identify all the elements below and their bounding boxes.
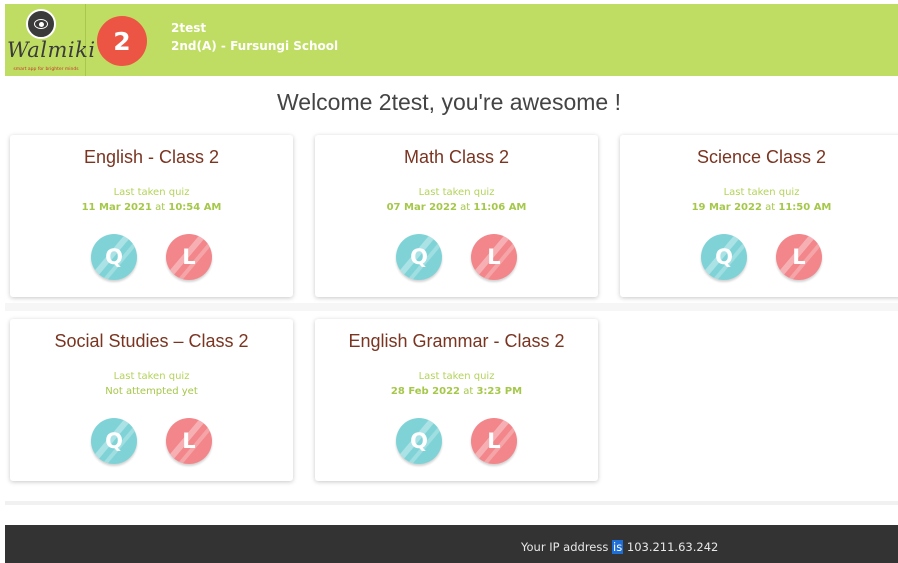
- last-taken-date: 07 Mar 2022 at 11:06 AM: [386, 202, 527, 213]
- last-taken-date: 11 Mar 2021 at 10:54 AM: [81, 202, 222, 213]
- welcome-heading: Welcome 2test, you're awesome !: [276, 89, 621, 115]
- learn-button[interactable]: L: [776, 234, 822, 280]
- ip-address-text: Your IP address is 103.211.63.242: [521, 540, 719, 554]
- last-taken-date: 28 Feb 2022 at 3:23 PM: [390, 386, 523, 397]
- top-header: [5, 4, 898, 76]
- footer: [5, 525, 898, 563]
- user-name: 2test: [171, 21, 207, 35]
- subject-card-science[interactable]: [620, 135, 898, 297]
- subject-card-math[interactable]: [315, 135, 598, 297]
- subject-title: Social Studies – Class 2: [54, 331, 249, 351]
- last-taken-label: Last taken quiz: [418, 187, 495, 198]
- grade-badge: 2: [97, 16, 147, 66]
- learn-button[interactable]: L: [166, 234, 212, 280]
- quiz-button[interactable]: Q: [91, 418, 137, 464]
- quiz-button[interactable]: Q: [396, 234, 442, 280]
- subject-card-social-studies[interactable]: [10, 319, 293, 481]
- walmiki-logo-icon: [26, 9, 56, 39]
- subject-title: English Grammar - Class 2: [348, 331, 565, 351]
- subject-title: Science Class 2: [696, 147, 827, 167]
- last-taken-label: Last taken quiz: [113, 187, 190, 198]
- last-taken-label: Last taken quiz: [418, 371, 495, 382]
- row-divider: [5, 303, 898, 311]
- learn-button[interactable]: L: [166, 418, 212, 464]
- logo-tagline: smart app for brighter minds: [13, 67, 79, 72]
- quiz-button[interactable]: Q: [701, 234, 747, 280]
- quiz-button[interactable]: Q: [396, 418, 442, 464]
- subject-card-english-grammar[interactable]: [315, 319, 598, 481]
- user-school: 2nd(A) - Fursungi School: [171, 39, 339, 53]
- quiz-button[interactable]: Q: [91, 234, 137, 280]
- learn-button[interactable]: L: [471, 234, 517, 280]
- subject-title: Math Class 2: [403, 147, 510, 167]
- not-attempted-status: Not attempted yet: [105, 386, 198, 397]
- learn-button[interactable]: L: [471, 418, 517, 464]
- subject-title: English - Class 2: [83, 147, 220, 167]
- subject-card-english[interactable]: [10, 135, 293, 297]
- app-logo[interactable]: [5, 4, 96, 76]
- last-taken-label: Last taken quiz: [723, 187, 800, 198]
- last-taken-date: 19 Mar 2022 at 11:50 AM: [691, 202, 832, 213]
- logo-wordmark: Walmiki: [7, 38, 96, 62]
- last-taken-label: Last taken quiz: [113, 371, 190, 382]
- section-divider: [5, 501, 898, 505]
- selected-text: is: [613, 540, 623, 554]
